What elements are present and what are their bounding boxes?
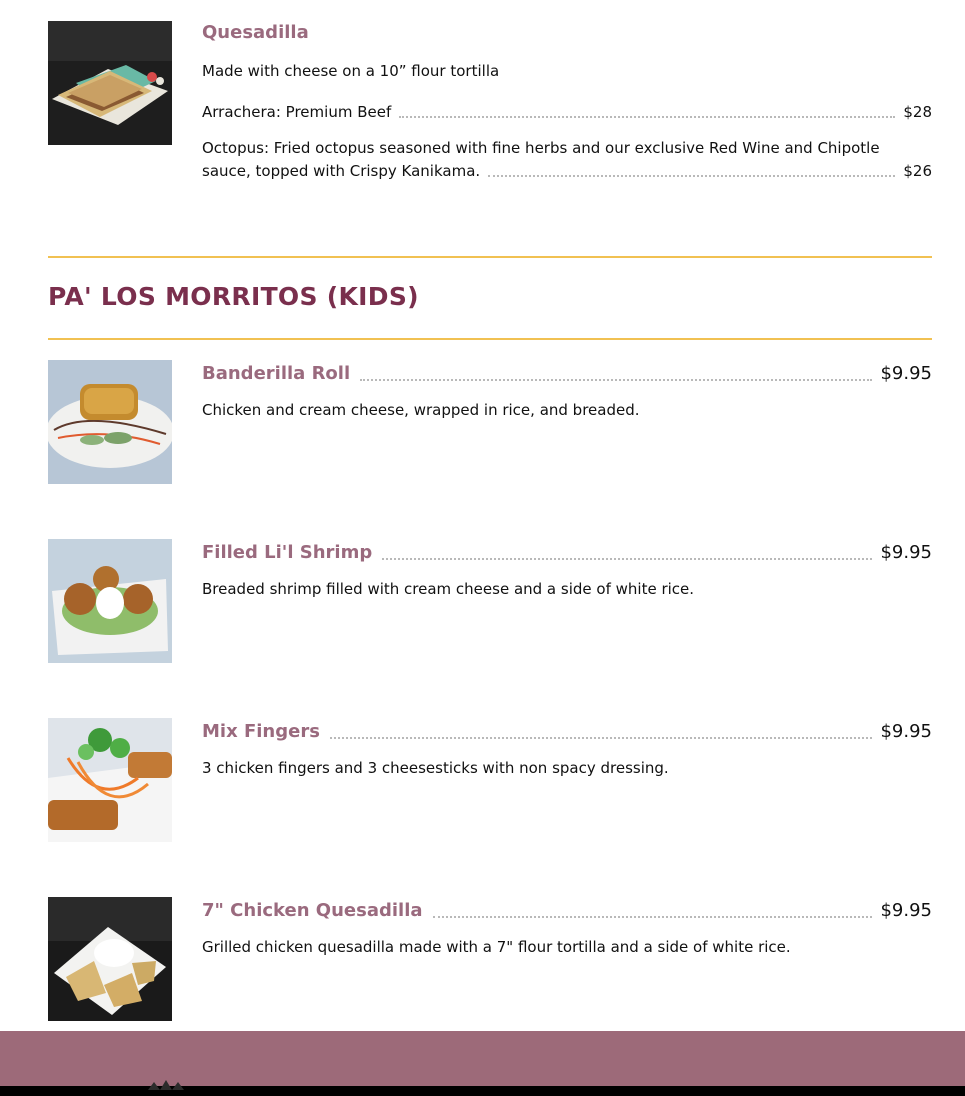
item-name: 7" Chicken Quesadilla	[202, 900, 423, 921]
dot-leader	[360, 379, 872, 381]
option-label-line2: sauce, topped with Crispy Kanikama.	[202, 162, 481, 180]
quesadilla-title: Quesadilla	[202, 22, 309, 43]
option-price: $26	[903, 162, 932, 180]
dot-leader	[399, 116, 895, 118]
item-name: Mix Fingers	[202, 721, 320, 742]
menu-item-filled-lil-shrimp	[202, 538, 932, 564]
quesadilla-option-arrachera	[202, 101, 932, 124]
chicken-quesadilla-photo	[48, 897, 172, 1021]
menu-item-banderilla-roll	[202, 359, 932, 385]
item-description: Breaded shrimp filled with cream cheese and a side of white rice.	[202, 580, 695, 598]
item-description: Grilled chicken quesadilla made with a 7" flour tortilla and a side of white rice.	[202, 938, 791, 956]
dot-leader	[488, 175, 895, 177]
item-price: $9.95	[880, 363, 932, 384]
dot-leader	[330, 737, 873, 739]
option-price: $28	[903, 103, 932, 121]
footer-logo-icon	[140, 1070, 220, 1090]
item-price: $9.95	[880, 900, 932, 921]
option-label-line1: Octopus: Fried octopus seasoned with fine herbs and our exclusive Red Wine and Chipotle	[202, 139, 880, 157]
section-divider-top	[48, 256, 932, 258]
item-description: Chicken and cream cheese, wrapped in rice, and breaded.	[202, 401, 640, 419]
item-price: $9.95	[880, 542, 932, 563]
dot-leader	[382, 558, 872, 560]
filled-shrimp-photo	[48, 539, 172, 663]
item-name: Banderilla Roll	[202, 363, 351, 384]
item-description: 3 chicken fingers and 3 cheesesticks with non spacy dressing.	[202, 759, 669, 777]
dot-leader	[433, 916, 873, 918]
section-divider-bottom	[48, 338, 932, 340]
item-price: $9.95	[880, 721, 932, 742]
menu-item-mix-fingers	[202, 717, 932, 743]
quesadilla-description: Made with cheese on a 10” flour tortilla	[202, 62, 500, 80]
quesadilla-photo	[48, 21, 172, 145]
mix-fingers-photo	[48, 718, 172, 842]
banderilla-roll-photo	[48, 360, 172, 484]
menu-item-chicken-quesadilla	[202, 896, 932, 922]
option-label: Arrachera: Premium Beef	[202, 103, 392, 121]
section-heading-kids: PA' LOS MORRITOS (KIDS)	[48, 282, 419, 311]
quesadilla-option-octopus	[202, 137, 932, 183]
item-name: Filled Li'l Shrimp	[202, 542, 373, 563]
